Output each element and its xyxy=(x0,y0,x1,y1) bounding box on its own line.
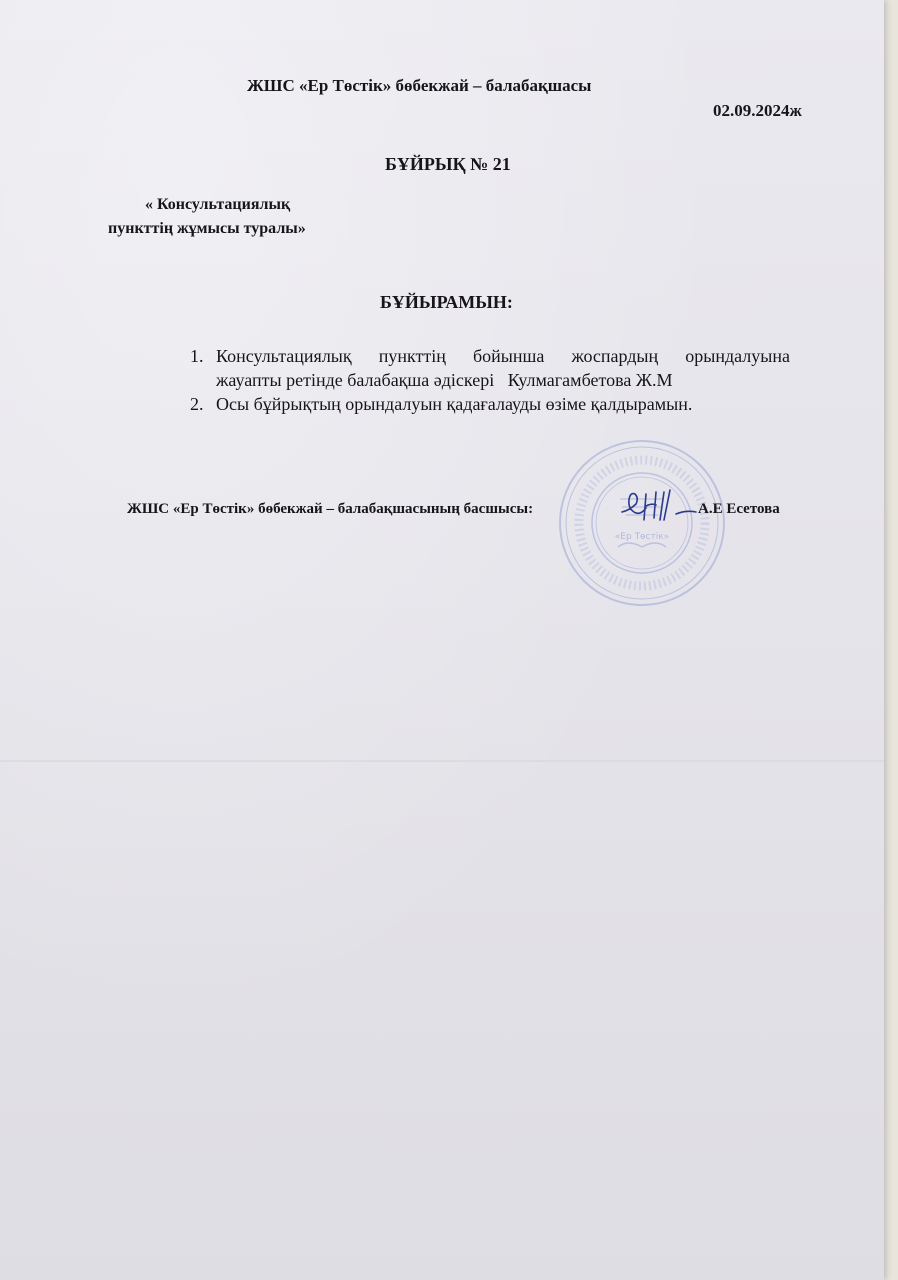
list-word: пункттің xyxy=(378,346,446,366)
order-item-2 xyxy=(190,392,790,416)
order-heading: БҰЙЫРАМЫН: xyxy=(380,292,513,312)
handwritten-signature xyxy=(616,488,706,524)
list-number: 2. xyxy=(190,394,204,414)
order-subject-line-2: пункттің жұмысы туралы» xyxy=(108,220,306,237)
order-item-1-line-2: жауапты ретінде балабақша әдіскері Кулмагамбетова Ж.М xyxy=(216,370,673,390)
organization-name: ЖШС «Ер Төстік» бөбекжай – балабақшасы xyxy=(247,76,592,95)
stamp-text: «Ер Төстік» xyxy=(614,532,670,542)
list-number: 1. xyxy=(190,346,204,366)
order-item-2-text: Осы бұйрықтың орындалуын қадағалауды өзіме қалдырамын. xyxy=(216,394,693,414)
signer-name: А.Е Есетова xyxy=(698,501,780,517)
signer-title: ЖШС «Ер Төстік» бөбекжай – балабақшасының басшысы: xyxy=(127,501,534,517)
list-word: Консультациялық xyxy=(216,346,352,366)
list-word: орындалуына xyxy=(685,346,790,366)
list-word: жоспардың xyxy=(571,346,659,366)
order-item-1 xyxy=(190,344,790,392)
order-item-1-line-1 xyxy=(216,344,790,368)
paper-fold xyxy=(0,760,884,762)
list-word: бойынша xyxy=(472,346,545,366)
order-subject-line-1: « Консультациялық xyxy=(145,196,291,213)
document-date: 02.09.2024ж xyxy=(713,101,802,120)
order-items-list xyxy=(190,344,790,416)
order-number: БҰЙРЫҚ № 21 xyxy=(385,154,511,174)
